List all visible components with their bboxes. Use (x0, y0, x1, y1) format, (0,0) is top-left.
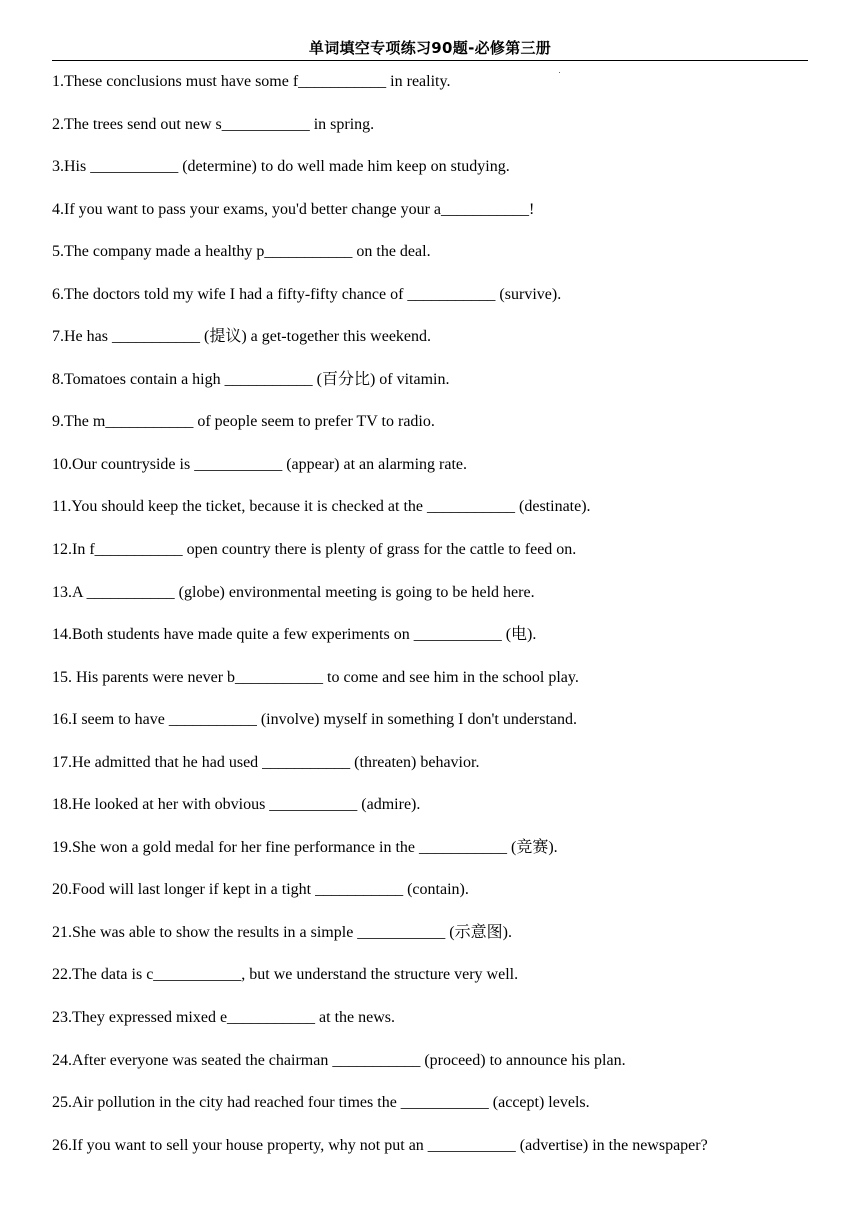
question-16: 16.I seem to have ___________ (involve) myself in something I don't understand. (52, 711, 578, 729)
page-header (52, 38, 808, 61)
question-15: 15. His parents were never b___________ to come and see him in the school play. (52, 668, 579, 686)
question-2: 2.The trees send out new s___________ in spring. (52, 115, 375, 133)
question-18: 18.He looked at her with obvious ___________ (admire). (52, 796, 421, 814)
question-4: 4.If you want to pass your exams, you'd better change your a___________! (52, 200, 535, 218)
question-11: 11.You should keep the ticket, because it is checked at the ___________ (destinate). (52, 498, 591, 516)
question-6: 6.The doctors told my wife I had a fifty-fifty chance of ___________ (survive). (52, 285, 562, 303)
question-22: 22.The data is c___________, but we understand the structure very well. (52, 966, 519, 984)
question-10: 10.Our countryside is ___________ (appear) at an alarming rate. (52, 455, 467, 473)
question-5: 5.The company made a healthy p___________ on the deal. (52, 243, 431, 261)
question-1: 1.These conclusions must have some f___________ in reality. (52, 73, 451, 90)
question-8: 8.Tomatoes contain a high ___________ (百分比) of vitamin. (52, 370, 450, 388)
question-13: 13.A ___________ (globe) environmental meeting is going to be held here. (52, 583, 535, 601)
question-3: 3.His ___________ (determine) to do well made him keep on studying. (52, 158, 510, 176)
question-25: 25.Air pollution in the city had reached four times the ___________ (accept) levels. (52, 1094, 590, 1112)
question-17: 17.He admitted that he had used ___________ (threaten) behavior. (52, 753, 480, 771)
question-21: 21.She was able to show the results in a simple ___________ (示意图). (52, 923, 512, 941)
question-19: 19.She won a gold medal for her fine performance in the ___________ (竞赛). (52, 838, 558, 856)
question-12: 12.In f___________ open country there is plenty of grass for the cattle to feed on. (52, 541, 577, 559)
question-14: 14.Both students have made quite a few experiments on ___________ (电). (52, 626, 537, 644)
question-7: 7.He has ___________ (提议) a get-together this weekend. (52, 328, 432, 346)
question-20: 20.Food will last longer if kept in a tight ___________ (contain). (52, 881, 469, 899)
question-9: 9.The m___________ of people seem to prefer TV to radio. (52, 413, 435, 431)
question-26: 26.If you want to sell your house property, why not put an ___________ (advertise) in the newspaper? (52, 1136, 708, 1154)
document-title: 单词填空专项练习90题-必修第三册 (308, 39, 552, 57)
question-list (52, 71, 808, 1177)
question-23: 23.They expressed mixed e___________ at the news. (52, 1009, 396, 1027)
question-24: 24.After everyone was seated the chairman ___________ (proceed) to announce his plan. (52, 1051, 626, 1069)
